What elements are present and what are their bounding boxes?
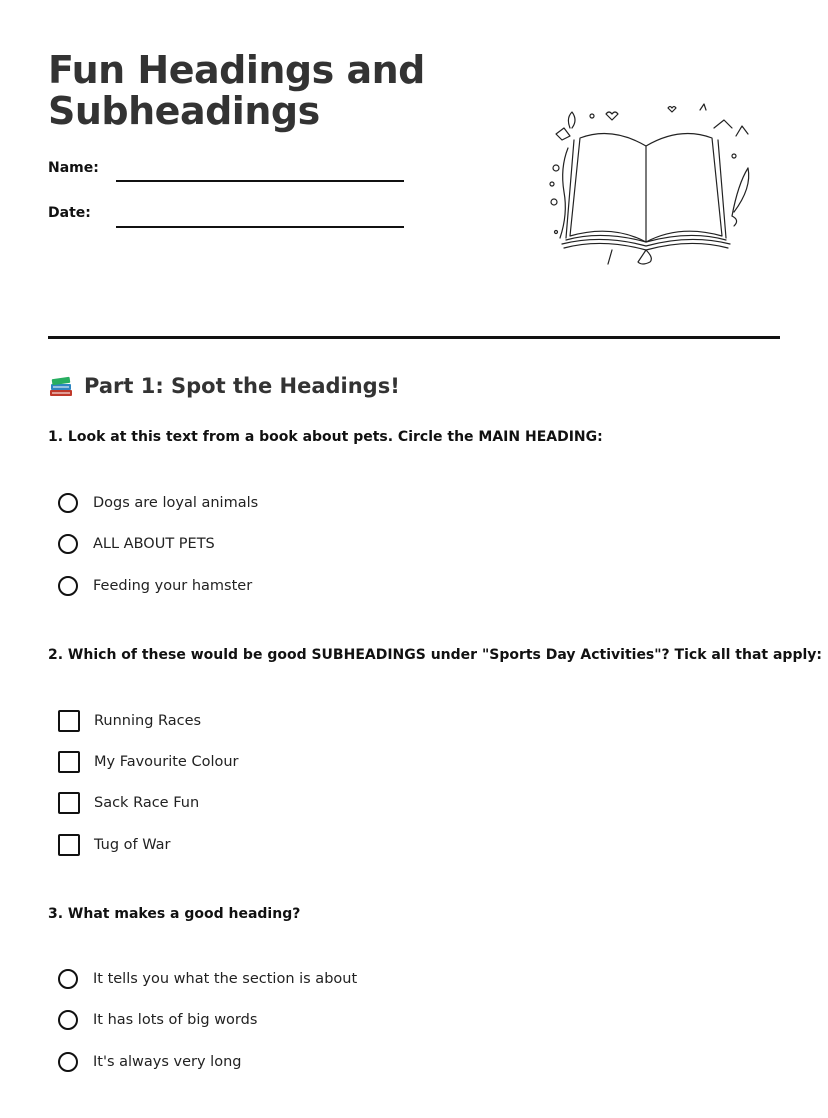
- q3-option-3[interactable]: [58, 1050, 241, 1074]
- q1-option-2[interactable]: [58, 532, 215, 556]
- option-label: Sack Race Fun: [94, 795, 200, 811]
- question-1: 1. Look at this text from a book about pets. Circle the MAIN HEADING:: [48, 429, 603, 445]
- option-label: Tug of War: [94, 837, 171, 853]
- worksheet-title: [48, 50, 448, 132]
- checkbox[interactable]: [58, 834, 80, 856]
- radio-button[interactable]: [58, 1010, 78, 1030]
- name-label: Name:: [48, 160, 99, 176]
- open-book-illustration: [542, 98, 760, 270]
- q2-option-2[interactable]: [58, 750, 239, 774]
- radio-button[interactable]: [58, 1052, 78, 1072]
- option-label: It tells you what the section is about: [93, 971, 358, 987]
- q2-option-3[interactable]: [58, 791, 199, 815]
- option-label: Running Races: [94, 713, 202, 729]
- section-divider: [48, 336, 780, 339]
- q2-option-1[interactable]: [58, 709, 201, 733]
- option-label: It has lots of big words: [93, 1012, 258, 1028]
- date-label: Date:: [48, 205, 91, 221]
- q1-option-3[interactable]: [58, 574, 252, 598]
- part-heading: [48, 374, 400, 398]
- radio-button[interactable]: [58, 534, 78, 554]
- option-label: Dogs are loyal animals: [93, 495, 259, 511]
- checkbox[interactable]: [58, 710, 80, 732]
- title-line-2: Subheadings: [48, 89, 320, 133]
- question-2: 2. Which of these would be good SUBHEADINGS under "Sports Day Activities"? Tick all that apply:: [48, 647, 822, 663]
- name-line[interactable]: [116, 180, 404, 182]
- checkbox[interactable]: [58, 792, 80, 814]
- option-label: ALL ABOUT PETS: [93, 536, 215, 552]
- q3-option-2[interactable]: [58, 1008, 257, 1032]
- q3-option-1[interactable]: [58, 967, 357, 991]
- date-line[interactable]: [116, 226, 404, 228]
- part-heading-text: Part 1: Spot the Headings!: [84, 374, 400, 398]
- q1-option-1[interactable]: [58, 491, 258, 515]
- books-icon: [48, 374, 74, 398]
- q2-option-4[interactable]: [58, 833, 171, 857]
- option-label: Feeding your hamster: [93, 578, 253, 594]
- option-label: It's always very long: [93, 1054, 242, 1070]
- option-label: My Favourite Colour: [94, 754, 239, 770]
- checkbox[interactable]: [58, 751, 80, 773]
- radio-button[interactable]: [58, 493, 78, 513]
- question-3: 3. What makes a good heading?: [48, 906, 301, 922]
- title-line-1: Fun Headings and: [48, 48, 425, 92]
- radio-button[interactable]: [58, 969, 78, 989]
- radio-button[interactable]: [58, 576, 78, 596]
